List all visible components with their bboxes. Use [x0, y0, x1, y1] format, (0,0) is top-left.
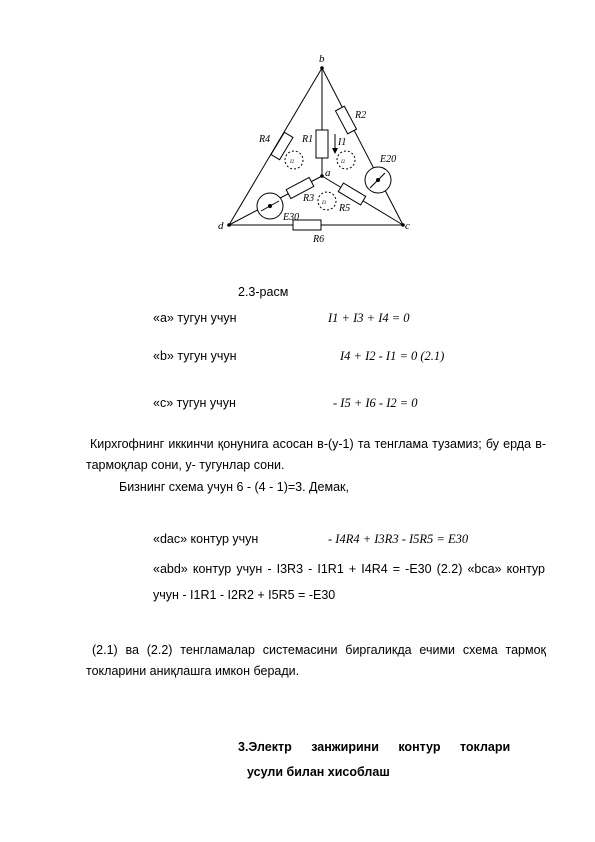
resistor-r4	[271, 132, 293, 159]
label-i1: I1	[338, 137, 347, 148]
resistor-r2	[335, 106, 356, 134]
label-e30: E30	[283, 212, 300, 223]
label-node-b: b	[319, 53, 325, 65]
label-e20: E20	[380, 154, 397, 165]
section-heading-line2: усули билан хисоблаш	[247, 765, 390, 779]
node-c-label: «c» тугун учун	[153, 396, 236, 410]
paragraph-count: Бизнинг схема учун 6 - (4 - 1)=3. Демак,	[119, 480, 349, 494]
label-node-a: a	[325, 167, 331, 179]
node-b-dot	[320, 66, 324, 70]
label-r5: R5	[339, 203, 351, 214]
node-a-equation: I1 + I3 + I4 = 0	[328, 311, 410, 325]
label-loop-i3: I3	[322, 201, 327, 206]
node-a-label: «a» тугун учун	[153, 311, 237, 325]
loop-i3	[318, 192, 336, 210]
paragraph-system: (2.1) ва (2.2) тенгламалар системасини биргаликда ечими схема тармоқ токларини аниқлашга имкон беради.	[86, 643, 546, 678]
label-loop-i2-right: I2	[341, 160, 346, 165]
contour-dac-label: «dac» контур учун	[153, 532, 259, 546]
section-heading-line1: 3.Электр занжирини контур токлари	[238, 740, 511, 754]
paragraph-kirchhoff: Кирхгофнинг иккинчи қонунига асосан в-(у-1) та тенглама тузамиз; бу ерда в- тармоқлар сони, у- тугунлар сони.	[86, 437, 546, 472]
contour-abd-text: «abd» контур учун - I3R3 - I1R1 + I4R4 = -E30 (2.2) «bca» контур	[153, 562, 545, 576]
node-b-equation: I4 + I2 - I1 = 0 (2.1)	[340, 349, 445, 363]
label-node-c: c	[405, 220, 410, 232]
node-a-dot	[320, 174, 324, 178]
label-r6: R6	[313, 234, 325, 245]
node-c-equation: - I5 + I6 - I2 = 0	[333, 396, 418, 410]
label-node-d: d	[218, 220, 224, 232]
circuit-diagram	[215, 48, 415, 258]
node-d-dot	[227, 223, 231, 227]
resistor-r5	[338, 183, 365, 205]
contour-bca-text: учун - I1R1 - I2R2 + I5R5 = -E30	[153, 588, 336, 602]
loop-i2-right	[337, 151, 355, 169]
label-r3: R3	[303, 193, 315, 204]
resistor-r1	[316, 130, 328, 158]
label-r1: R1	[302, 134, 314, 145]
label-loop-i2-left: I2	[290, 160, 295, 165]
figure-caption: 2.3-расм	[238, 285, 289, 299]
label-r2: R2	[355, 110, 367, 121]
label-r4: R4	[259, 134, 271, 145]
node-b-label: «b» тугун учун	[153, 349, 237, 363]
contour-dac-equation: - I4R4 + I3R3 - I5R5 = E30	[328, 532, 469, 546]
